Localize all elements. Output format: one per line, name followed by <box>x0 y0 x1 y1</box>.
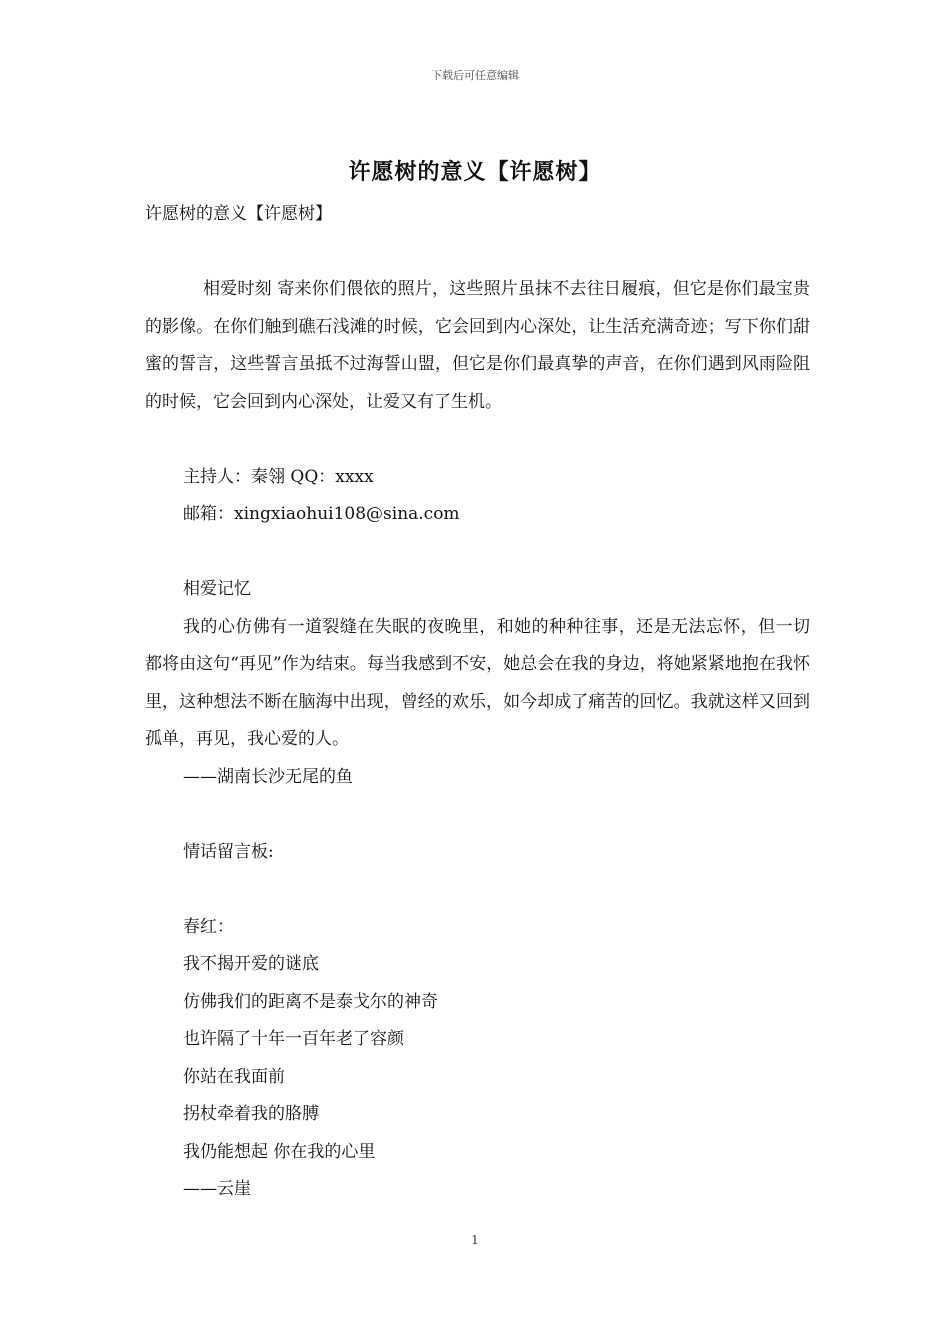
host-line: 主持人：秦翎 QQ：xxxx <box>183 466 374 487</box>
memory-paragraph: 我的心仿佛有一道裂缝在失眠的夜晚里，和她的种种往事，还是无法忘怀，但一切都将由这句“再见”作为结束。每当我感到不安，她总会在我的身边，将她紧紧地抱在我怀里，这种想法不断在脑海中出现，曾经的欢乐，如今却成了痛苦的回忆。我就这样又回到孤单，再见，我心爱的人。 <box>145 616 810 749</box>
poem-line: 拐杖牵着我的胳膊 <box>183 1104 319 1124</box>
poem-line: 你站在我面前 <box>183 1066 285 1087</box>
poem-line: 我仍能想起 你在我的心里 <box>183 1141 376 1162</box>
document-body <box>145 196 810 1209</box>
memory-signature: ——湖南长沙无尾的鱼 <box>183 766 353 787</box>
poem-recipient: 春红： <box>183 916 234 937</box>
poem-line: 仿佛我们的距离不是泰戈尔的神奇 <box>183 991 438 1012</box>
board-heading: 情话留言板: <box>183 841 274 862</box>
poem-line: 我不揭开爱的谜底 <box>183 954 319 974</box>
intro-paragraph: 相爱时刻 寄来你们偎依的照片，这些照片虽抹不去往日履痕，但它是你们最宝贵的影像。在你们触到礁石浅滩的时候，它会回到内心深处，让生活充满奇迹；写下你们甜蜜的誓言，这些誓言虽抵不过海誓山盟，但它是你们最真挚的声音，在你们遇到风雨险阻的时候，它会回到内心深处，让爱又有了生机。 <box>145 279 810 412</box>
page-number: 1 <box>471 1233 479 1247</box>
subtitle: 许愿树的意义【许愿树】 <box>145 204 332 224</box>
spacer <box>145 796 810 834</box>
document-title: 许愿树的意义【许愿树】 <box>348 159 602 185</box>
email-line: 邮箱：xingxiaohui108@sina.com <box>183 504 460 524</box>
header-note: 下载后可任意编辑 <box>431 69 519 82</box>
spacer <box>145 421 810 459</box>
poem-signature: ——云崖 <box>183 1179 251 1199</box>
spacer <box>145 234 810 272</box>
spacer <box>145 534 810 572</box>
memory-heading: 相爱记忆 <box>183 579 251 599</box>
poem-line: 也许隔了十年一百年老了容颜 <box>183 1029 404 1049</box>
spacer <box>145 871 810 909</box>
